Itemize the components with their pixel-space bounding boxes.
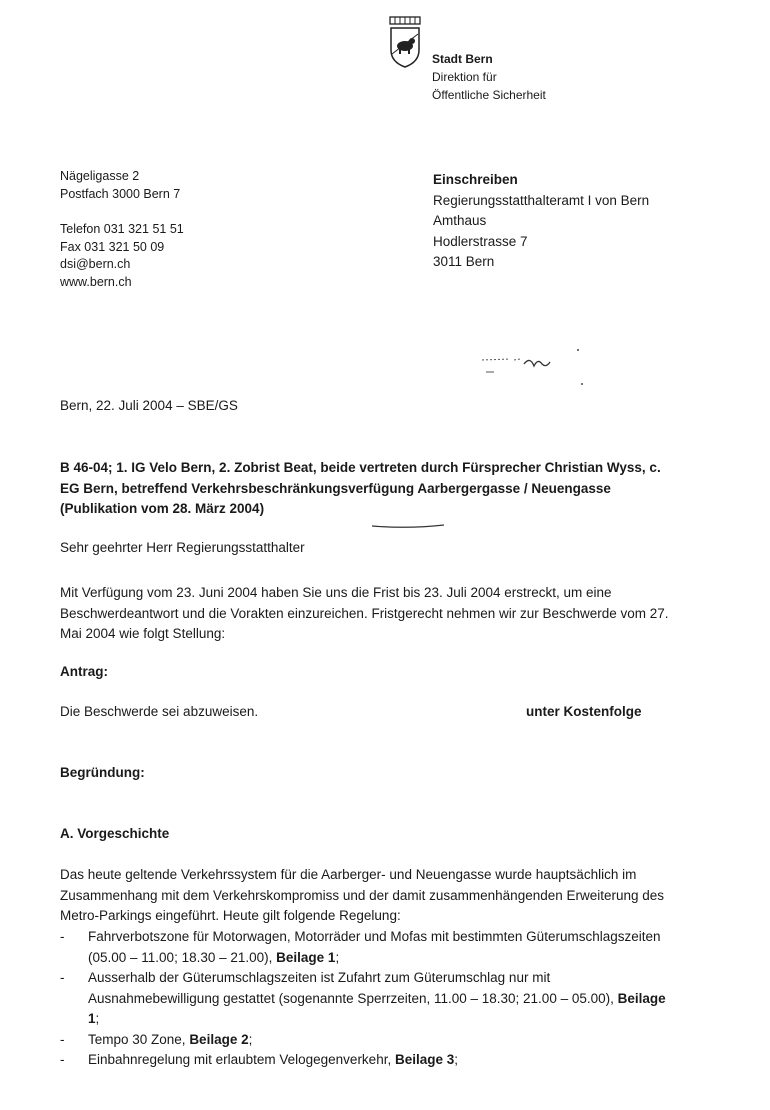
list-dash: - bbox=[60, 1052, 65, 1067]
antrag-heading: Antrag: bbox=[60, 664, 108, 679]
antrag-text: Die Beschwerde sei abzuweisen. bbox=[60, 704, 259, 719]
org-department-line: Öffentliche Sicherheit bbox=[432, 88, 546, 102]
recipient-line: Regierungsstatthalteramt I von Bern bbox=[433, 192, 650, 208]
handwritten-mark-icon bbox=[480, 348, 590, 388]
sender-phone: Telefon 031 321 51 51 bbox=[60, 222, 184, 236]
org-name: Stadt Bern bbox=[432, 52, 493, 66]
list-item-text: Tempo 30 Zone, bbox=[88, 1031, 190, 1047]
intro-paragraph: Mit Verfügung vom 23. Juni 2004 haben Sie uns die Frist bis 23. Juli 2004 erstreckt, um eine Beschwerdeantwort und die Vorakten einzureichen. Fristgerecht nehmen wir zur Beschwerde vom 27. Mai 2004 wie folgt Stellung: bbox=[60, 585, 669, 641]
recipient-address-block bbox=[433, 170, 649, 273]
list-dash: - bbox=[60, 929, 65, 944]
sender-website: www.bern.ch bbox=[60, 274, 132, 289]
letterhead-organization bbox=[432, 50, 546, 104]
antrag-costs: unter Kostenfolge bbox=[526, 704, 642, 719]
list-item-text: Einbahnregelung mit erlaubtem Velogegenverkehr, bbox=[88, 1052, 395, 1067]
list-dash: - bbox=[60, 1031, 65, 1047]
sender-postbox: Postfach 3000 Bern 7 bbox=[60, 186, 181, 201]
recipient-line: Amthaus bbox=[433, 213, 487, 228]
org-department-line: Direktion für bbox=[432, 70, 497, 84]
handwritten-underline-icon bbox=[370, 522, 446, 530]
sender-fax: Fax 031 321 50 09 bbox=[60, 239, 165, 254]
sender-address-block bbox=[60, 168, 184, 291]
delivery-type: Einschreiben bbox=[433, 172, 518, 187]
list-dash: - bbox=[60, 970, 65, 985]
list-item: - Fahrverbotszone für Motorwagen, Motorräder und Mofas mit bestimmten Güterumschlagszeiten (05.00 – 11.00; 18.30 – 21.00), Beilage 1; bbox=[60, 929, 661, 965]
sender-street: Nägeligasse 2 bbox=[60, 169, 140, 183]
annex-reference: Beilage 1 bbox=[88, 990, 666, 1026]
list-item-text: Ausserhalb der Güterumschlagszeiten ist Zufahrt zum Güterumschlag nur mit Ausnahmebewilligung gestattet (sogenannte Sperrzeiten, 11.00 – 18.30; 21.00 – 05.00), bbox=[88, 970, 618, 1006]
salutation: Sehr geehrter Herr Regierungsstatthalter bbox=[60, 540, 305, 555]
recipient-line: Hodlerstrasse 7 bbox=[433, 233, 528, 249]
date-reference-line: Bern, 22. Juli 2004 – SBE/GS bbox=[60, 398, 238, 413]
annex-reference: Beilage 2 bbox=[189, 1031, 249, 1047]
rules-list bbox=[60, 927, 675, 1071]
letter-subject: B 46-04; 1. IG Velo Bern, 2. Zobrist Beat, beide vertreten durch Fürsprecher Christian Wyss, c. EG Bern, betreffend Verkehrsbeschränkungsverfügung Aarbergergasse / Neuengasse (Publikation vom 28. März 2004) bbox=[60, 460, 661, 516]
annex-reference: Beilage 1 bbox=[276, 949, 336, 965]
sender-email: dsi@bern.ch bbox=[60, 257, 131, 271]
recipient-line: 3011 Bern bbox=[433, 254, 495, 269]
annex-reference: Beilage 3 bbox=[394, 1052, 455, 1067]
list-item: - Einbahnregelung mit erlaubtem Velogegenverkehr, Beilage 3; bbox=[60, 1050, 675, 1071]
section-a-paragraph: Das heute geltende Verkehrssystem für die Aarberger- und Neuengasse wurde hauptsächlich im Zusammenhang mit dem Verkehrskompromiss und der damit zusammenhängenden Erweiterung des Metro-Parkings eingeführt. Heute gilt folgende Regelung: bbox=[60, 867, 665, 923]
list-item-text: Fahrverbotszone für Motorwagen, Motorräder und Mofas mit bestimmten Güterumschlagszeiten (05.00 – 11.00; 18.30 – 21.00), bbox=[88, 929, 661, 965]
bern-coat-of-arms-logo bbox=[388, 16, 422, 68]
list-item: - Tempo 30 Zone, Beilage 2; bbox=[60, 1030, 675, 1051]
section-a-heading: A. Vorgeschichte bbox=[60, 826, 170, 841]
list-item: - Ausserhalb der Güterumschlagszeiten ist Zufahrt zum Güterumschlag nur mit Ausnahmebewilligung gestattet (sogenannte Sperrzeiten, 11.00 – 18.30; 21.00 – 05.00), Beilage 1; bbox=[60, 970, 666, 1026]
begruendung-heading: Begründung: bbox=[60, 765, 145, 780]
